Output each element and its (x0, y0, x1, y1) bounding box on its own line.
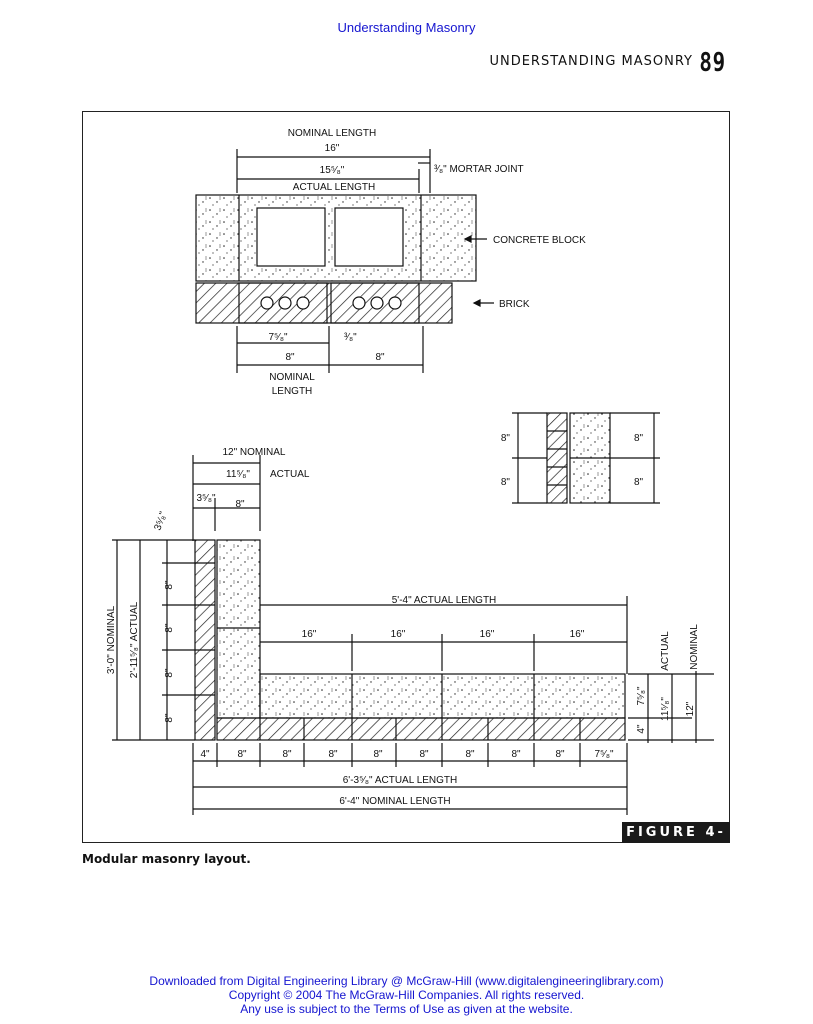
actual-6-3: 6'-3⁵⁄₈" ACTUAL LENGTH (342, 775, 458, 786)
detail-left-top: 8" (500, 433, 510, 444)
right-12: 12" (685, 701, 696, 717)
nominal-line1: NOMINAL (269, 372, 315, 383)
brick-label: BRICK (499, 299, 530, 310)
bottom-dim-9: 8" (555, 749, 565, 760)
sixteen-4: 16" (569, 629, 585, 640)
wall-detail (512, 413, 660, 503)
vert-8-1: 8" (164, 580, 175, 590)
bottom-dim-2: 8" (237, 749, 247, 760)
right-7-5-8: 7⁵⁄₈" (636, 686, 647, 706)
actual-2-11: 2'-11⁵⁄₈" ACTUAL (129, 601, 140, 679)
nominal-8a: 8" (285, 352, 295, 363)
detail-right-top: 8" (634, 433, 644, 444)
vert-8-3: 8" (164, 668, 175, 678)
footer (0, 974, 813, 1016)
bottom-dim-5: 8" (373, 749, 383, 760)
nominal-length-title: NOMINAL LENGTH (287, 128, 377, 139)
actual-15-5-8: 15⁵⁄₈" (319, 165, 345, 176)
bottom-dim-1: 4" (200, 749, 210, 760)
eight-top: 8" (235, 499, 245, 510)
concrete-block-label: CONCRETE BLOCK (493, 235, 586, 246)
vert-8-4: 8" (164, 713, 175, 723)
nominal-6-4: 6'-4" NOMINAL LENGTH (339, 796, 451, 807)
right-nominal: NOMINAL (689, 624, 700, 670)
masonry-figure (82, 111, 730, 843)
twelve-nominal: 12" NOMINAL (222, 447, 286, 458)
nominal-8b: 8" (375, 352, 385, 363)
bottom-dim-4: 8" (328, 749, 338, 760)
mortar-joint-label: ³⁄₈" MORTAR JOINT (434, 164, 524, 175)
bottom-dim-6: 8" (419, 749, 429, 760)
running-head: UNDERSTANDING MASONRY (489, 54, 693, 69)
eleven-5-8: 11⁵⁄₈" (226, 469, 250, 480)
right-4: 4" (636, 724, 647, 734)
footer-line-3: Any use is subject to the Terms of Use as given at the website. (240, 1002, 573, 1016)
footer-line-2: Copyright © 2004 The McGraw-Hill Companies. All rights reserved. (228, 988, 585, 1002)
nominal-3-0: 3'-0" NOMINAL (106, 605, 117, 675)
sixteen-1: 16" (301, 629, 317, 640)
actual-length-title: ACTUAL LENGTH (292, 182, 376, 193)
actual-length-5-4: 5'-4" ACTUAL LENGTH (391, 595, 497, 606)
nominal-16: 16" (324, 143, 340, 154)
bottom-dim-7: 8" (465, 749, 475, 760)
joint-3-8: ³⁄₈" (344, 332, 357, 343)
footer-line-1[interactable]: Downloaded from Digital Engineering Library @ McGraw-Hill (www.digitalengineeringlibrary.com) (149, 974, 664, 988)
three-5-8: 3⁵⁄₈" (196, 493, 216, 504)
top-link[interactable]: Understanding Masonry (337, 20, 476, 35)
bottom-dim-8: 8" (511, 749, 521, 760)
sixteen-2: 16" (390, 629, 406, 640)
figure-label: FIGURE 4-3 (622, 822, 730, 843)
page-number: 89 (699, 48, 726, 78)
detail-left-bottom: 8" (500, 477, 510, 488)
figure-caption: Modular masonry layout. (82, 852, 251, 866)
right-11-5-8: 11⁵⁄₈" (660, 697, 671, 721)
sixteen-3: 16" (479, 629, 495, 640)
three-5-8-vert: 3⁵⁄₈" (152, 510, 170, 533)
plan-drawing (112, 455, 714, 815)
vert-8-2: 8" (164, 623, 175, 633)
right-actual: ACTUAL (660, 631, 671, 671)
bottom-dim-10: 7⁵⁄₈" (594, 749, 614, 760)
bottom-dim-3: 8" (282, 749, 292, 760)
detail-right-bottom: 8" (634, 477, 644, 488)
actual-7-5-8: 7⁵⁄₈" (268, 332, 288, 343)
actual-label: ACTUAL (270, 469, 310, 480)
nominal-line2: LENGTH (271, 386, 313, 397)
